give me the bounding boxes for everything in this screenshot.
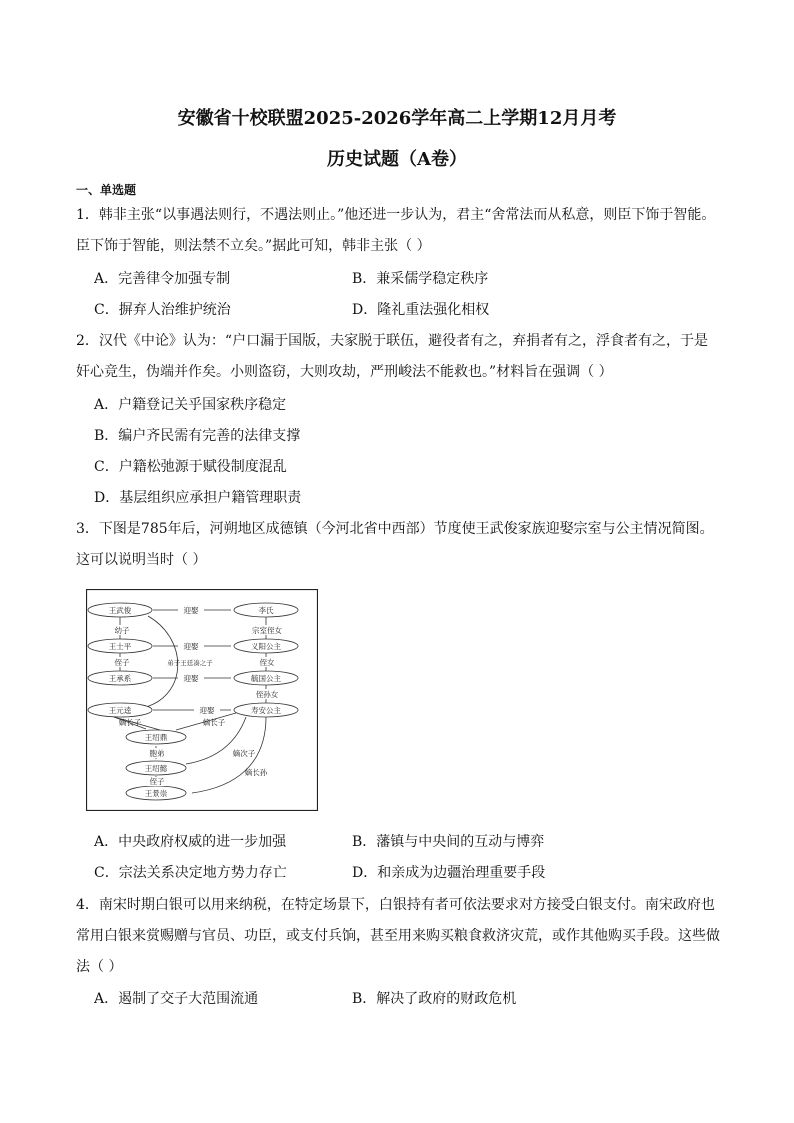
edge-label: 侄子: [149, 777, 165, 786]
edge-label: 迎娶: [183, 674, 199, 683]
q2-option-b[interactable]: B．编户齐民需有完善的法律支撑: [94, 428, 301, 444]
node-label: 王承系: [108, 674, 132, 683]
node-label: 王景崇: [144, 789, 168, 798]
edge-label: 嫡次子: [232, 749, 256, 758]
node-label: 王绍鼎: [144, 733, 168, 742]
node-label: 王元逵: [108, 706, 132, 715]
node-label: 王武俊: [108, 606, 132, 615]
edge-label: 侄女: [259, 658, 275, 667]
q4-option-a[interactable]: A．遏制了交子大范围流通: [94, 991, 259, 1007]
q2-option-d[interactable]: D．基层组织应承担户籍管理职责: [94, 490, 302, 506]
edge-label: 嫡长子: [202, 718, 226, 727]
node-label: 王士平: [108, 642, 132, 651]
node-label: 李氏: [258, 606, 274, 615]
edge-label: 胞弟: [149, 749, 165, 758]
edge-label: 嫡长子: [118, 718, 142, 727]
node-label: 寿安公主: [251, 706, 281, 715]
q1-option-b[interactable]: B．兼采儒学稳定秩序: [352, 271, 489, 287]
q3-option-d[interactable]: D．和亲成为边疆治理重要手段: [352, 865, 546, 881]
q3-option-c[interactable]: C．宗法关系决定地方势力存亡: [94, 865, 287, 881]
edge-label: 侄子: [114, 658, 130, 667]
edge-label: 迎娶: [183, 606, 199, 615]
edge-label: 宗室侄女: [252, 626, 282, 635]
edge-label: 迎娶: [183, 642, 199, 651]
section-heading: 一、单选题: [76, 183, 137, 197]
family-marriage-diagram: [86, 589, 318, 811]
question-2-stem: 2．汉代《中论》认为：“户口漏于国版，夫家脱于联伍，避役者有之，弃捐者有之，浮食者有之，于是奸心竞生，伪端并作矣。小则盗窃，大则攻劫，严刑峻法不能救也。”材料旨在强调（ ）: [76, 333, 709, 380]
q3-option-b[interactable]: B．藩镇与中央间的互动与博弈: [352, 834, 545, 850]
q1-option-a[interactable]: A．完善律令加强专制: [94, 271, 231, 287]
question-3-stem: 3．下图是785年后，河朔地区成德镇（今河北省中西部）节度使王武俊家族迎娶宗室与公主情况简图。这可以说明当时（ ）: [76, 521, 714, 568]
node-label: 王绍懿: [144, 764, 168, 773]
edge-label: 幼子: [114, 626, 130, 635]
q1-option-d[interactable]: D．隆礼重法强化相权: [352, 302, 490, 318]
edge-label: 嫡长孙: [244, 768, 268, 777]
edge-label: 迎娶: [199, 706, 215, 715]
q1-option-c[interactable]: C．摒弃人治维护统治: [94, 302, 231, 318]
exam-subtitle: 历史试题（A卷）: [327, 149, 467, 170]
node-label: 毓国公主: [251, 674, 281, 683]
edge-label: 弟子王廷凑之子: [167, 659, 213, 667]
exam-title: 安徽省十校联盟2025-2026学年高二上学期12月月考: [177, 108, 617, 129]
node-label: 义阳公主: [251, 642, 281, 651]
question-4-stem: 4．南宋时期白银可以用来纳税，在特定场景下，白银持有者可依法要求对方接受白银支付。南宋政府也常用白银来赏赐赠与官员、功臣，或支付兵饷，甚至用来购买粮食救济灾荒，或作其他购买手段。这些做法（ ）: [76, 897, 720, 975]
question-1-stem: 1．韩非主张“以事遇法则行，不遇法则止。”他还进一步认为，君主“舍常法而从私意，则臣下饰于智能。臣下饰于智能，则法禁不立矣。”据此可知，韩非主张（ ）: [76, 207, 716, 254]
q2-option-c[interactable]: C．户籍松弛源于赋役制度混乱: [94, 459, 287, 475]
q4-option-b[interactable]: B．解决了政府的财政危机: [352, 991, 517, 1007]
q3-option-a[interactable]: A．中央政府权威的进一步加强: [94, 834, 287, 850]
edge-label: 侄孙女: [255, 690, 279, 699]
q2-option-a[interactable]: A．户籍登记关乎国家秩序稳定: [94, 397, 287, 413]
